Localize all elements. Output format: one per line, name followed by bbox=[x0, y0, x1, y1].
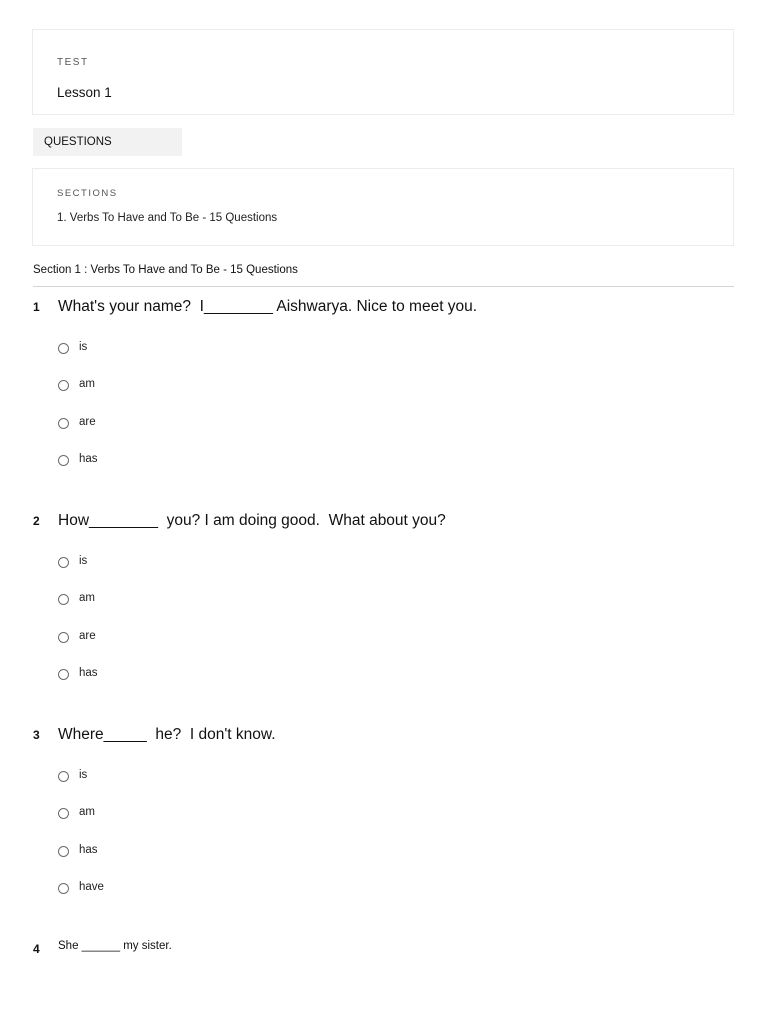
radio-button[interactable] bbox=[58, 418, 69, 429]
option-am[interactable] bbox=[58, 379, 358, 395]
section-heading: Section 1 : Verbs To Have and To Be - 15 Questions bbox=[33, 264, 734, 287]
radio-button[interactable] bbox=[58, 594, 69, 605]
question-number: 1 bbox=[33, 300, 40, 314]
sections-card bbox=[32, 168, 734, 246]
section-link-1[interactable]: 1. Verbs To Have and To Be - 15 Questions bbox=[57, 212, 278, 224]
option-am[interactable] bbox=[58, 593, 358, 609]
question-number: 2 bbox=[33, 514, 40, 528]
question-text: How________ you? I am doing good. What about you? bbox=[58, 512, 446, 529]
radio-button[interactable] bbox=[58, 343, 69, 354]
option-label: is bbox=[79, 555, 88, 567]
radio-button[interactable] bbox=[58, 632, 69, 643]
option-label: am bbox=[79, 592, 95, 604]
question-text: What's your name? I________ Aishwarya. Nice to meet you. bbox=[58, 298, 478, 315]
option-label: has bbox=[79, 667, 98, 679]
option-label: are bbox=[79, 416, 96, 428]
option-label: are bbox=[79, 630, 96, 642]
option-label: has bbox=[79, 453, 98, 465]
radio-button[interactable] bbox=[58, 380, 69, 391]
option-label: has bbox=[79, 844, 98, 856]
option-label: is bbox=[79, 769, 88, 781]
radio-button[interactable] bbox=[58, 846, 69, 857]
test-header-card bbox=[32, 29, 734, 115]
sections-label: SECTIONS bbox=[57, 188, 118, 199]
option-is[interactable] bbox=[58, 770, 358, 786]
radio-button[interactable] bbox=[58, 455, 69, 466]
radio-button[interactable] bbox=[58, 771, 69, 782]
radio-button[interactable] bbox=[58, 669, 69, 680]
radio-button[interactable] bbox=[58, 883, 69, 894]
option-has[interactable] bbox=[58, 845, 358, 861]
option-are[interactable] bbox=[58, 631, 358, 647]
option-has[interactable] bbox=[58, 668, 358, 684]
question-text: Where_____ he? I don't know. bbox=[58, 726, 276, 743]
question-text: She ______ my sister. bbox=[58, 940, 172, 952]
question-number: 3 bbox=[33, 728, 40, 742]
test-label: TEST bbox=[57, 57, 89, 68]
option-label: is bbox=[79, 341, 88, 353]
option-label: have bbox=[79, 881, 104, 893]
radio-button[interactable] bbox=[58, 557, 69, 568]
option-label: am bbox=[79, 806, 95, 818]
question-number: 4 bbox=[33, 942, 40, 956]
option-have[interactable] bbox=[58, 882, 358, 898]
option-is[interactable] bbox=[58, 556, 358, 572]
option-label: am bbox=[79, 378, 95, 390]
option-are[interactable] bbox=[58, 417, 358, 433]
test-title: Lesson 1 bbox=[57, 85, 112, 100]
option-is[interactable] bbox=[58, 342, 358, 358]
tab-questions[interactable]: QUESTIONS bbox=[33, 128, 182, 156]
option-am[interactable] bbox=[58, 807, 358, 823]
radio-button[interactable] bbox=[58, 808, 69, 819]
option-has[interactable] bbox=[58, 454, 358, 470]
